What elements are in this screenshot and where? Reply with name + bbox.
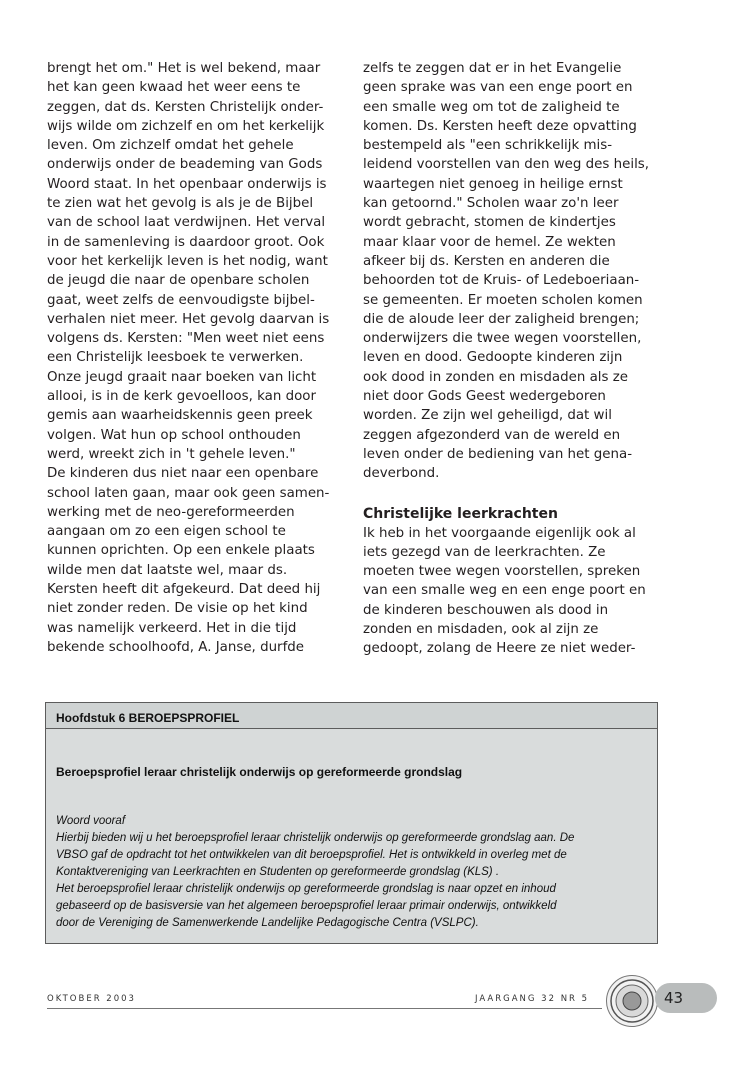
text-line: te zien wat het gevolg is als je de Bijbel <box>47 196 314 212</box>
text-line: zelfs te zeggen dat er in het Evangelie <box>363 61 622 76</box>
text-line: wilde men dat laatste wel, maar ds. <box>47 562 288 578</box>
text-line: van een smalle weg en een enge poort en <box>363 583 646 599</box>
text-line: school laten gaan, maar ook geen samen- <box>47 485 330 501</box>
box-subtitle: Beroepsprofiel leraar christelijk onderwijs op gereformeerde grondslag <box>56 765 463 779</box>
text-line: de jeugd die naar de openbare scholen <box>47 273 310 289</box>
text-line: komen. Ds. Kersten heeft deze opvatting <box>363 118 637 134</box>
text-line: onderwijzers die twee wegen voorstellen, <box>363 331 642 347</box>
text-line: Kontaktvereniging van Leerkrachten en Studenten op gereformeerde grondslag (KLS) . <box>56 866 500 878</box>
text-line: VBSO gaf de opdracht tot het ontwikkelen van dit beroepsprofiel. Het is ontwikkeld in overleg met de <box>56 849 567 861</box>
text-line: wordt gebracht, stomen de kindertjes <box>363 215 616 231</box>
section-heading: Christelijke leerkrachten <box>363 505 558 522</box>
text-line: door de Vereniging de Samenwerkende Landelijke Pedagogische Centra (VSLPC). <box>56 917 479 929</box>
page-number: 43 <box>664 989 684 1007</box>
text-line: ook dood in zonden en misdaden als ze <box>363 369 629 385</box>
text-line: waartegen niet genoeg in heilige ernst <box>363 176 623 192</box>
text-line: wijs wilde om zichzelf en om het kerkelijk <box>47 118 325 134</box>
text-line: kan getoornd." Scholen waar zo'n leer <box>363 196 619 212</box>
text-line: moeten twee wegen voorstellen, spreken <box>363 564 641 580</box>
right-text-column <box>363 59 681 659</box>
text-line: behoorden tot de Kruis- of Ledeboeriaan- <box>363 273 640 289</box>
box-header: Hoofdstuk 6 BEROEPSPROFIEL <box>46 703 657 729</box>
text-line: verhalen niet meer. Het gevolg daarvan is <box>47 311 330 327</box>
text-line: werd, wreekt zich in 't gehele leven." <box>47 446 296 462</box>
text-line: niet zonder reden. De visie op het kind <box>47 601 308 617</box>
text-line: die de aloude leer der zaligheid brengen; <box>363 311 640 327</box>
text-line: bestempeld als "een schrikkelijk mis- <box>363 138 613 154</box>
text-line: gaat, weet zelfs de eenvoudigste bijbel- <box>47 292 315 308</box>
text-line: Onze jeugd graait naar boeken van licht <box>47 369 317 385</box>
text-line: volgens ds. Kersten: "Men weet niet eens <box>47 331 325 347</box>
text-line: geen sprake was van een enge poort en <box>363 80 633 96</box>
text-line: gebaseerd op de basisversie van het algemeen beroepsprofiel leraar primair onderwijs, ontwikkeld <box>56 900 557 912</box>
text-line: gemis aan waarheidskennis geen preek <box>47 408 313 424</box>
text-line: van de school laat verdwijnen. Het verval <box>47 215 326 231</box>
text-line: bekende schoolhoofd, A. Janse, durfde <box>47 639 305 655</box>
text-line: Hierbij bieden wij u het beroepsprofiel leraar christelijk onderwijs op gereformeerde grondslag aan. De <box>56 832 575 844</box>
text-line: gedoopt, zolang de Heere ze niet weder- <box>363 641 636 657</box>
text-line: voor het kerkelijk leven is het nodig, want <box>47 253 328 269</box>
box-intro-label: Woord vooraf <box>56 815 126 827</box>
text-line: Het beroepsprofiel leraar christelijk onderwijs op gereformeerde grondslag is naar opzet en inhoud <box>56 883 556 895</box>
text-line: De kinderen dus niet naar een openbare <box>47 466 319 482</box>
text-line: in de samenleving is daardoor groot. Ook <box>47 234 325 250</box>
footer-date: OKTOBER 2003 <box>47 994 136 1004</box>
text-line: zonden en misdaden, ook al zijn ze <box>363 622 599 638</box>
text-line: de kinderen beschouwen als dood in <box>363 602 609 618</box>
text-line: afkeer bij ds. Kersten en anderen die <box>363 253 610 269</box>
text-line: Kersten heeft dit afgekeurd. Dat deed hij <box>47 582 321 598</box>
text-line: een smalle weg om tot de zaligheid te <box>363 99 620 115</box>
text-line: niet door Gods Geest wedergeboren <box>363 389 606 405</box>
text-line: allooi, is in de kerk gevoelloos, kan door <box>47 389 316 405</box>
text-line: Woord staat. In het openbaar onderwijs is <box>47 176 327 192</box>
footer-volume: JAARGANG 32 NR 5 <box>475 994 590 1004</box>
profile-box <box>45 702 658 944</box>
left-text-column <box>47 59 345 657</box>
text-line: kunnen oprichten. Op een enkele plaats <box>47 543 315 559</box>
footer-rule <box>47 1008 602 1009</box>
text-line: werking met de neo-gereformeerden <box>47 504 295 520</box>
text-line: iets gezegd van de leerkrachten. Ze <box>363 544 606 560</box>
text-line: aangaan om zo een eigen school te <box>47 524 286 540</box>
text-line: Ik heb in het voorgaande eigenlijk ook al <box>363 525 636 541</box>
text-line: leidend voorstellen van den weg des heils, <box>363 157 650 173</box>
text-line: volgen. Wat hun op school onthouden <box>47 427 301 443</box>
text-line: zeggen afgezonderd van de wereld en <box>363 427 621 443</box>
text-line: leven. Om zichzelf omdat het gehele <box>47 138 294 154</box>
text-line: een Christelijk leesboek te verwerken. <box>47 350 304 366</box>
text-line: deverbond. <box>363 466 440 482</box>
text-line: was namelijk verkeerd. Het in die tijd <box>47 620 297 636</box>
text-line: het kan geen kwaad het weer eens te <box>47 80 301 96</box>
text-line: onderwijs onder de beademing van Gods <box>47 157 323 173</box>
seal-logo <box>606 975 658 1027</box>
text-line: maar klaar voor de hemel. Ze wekten <box>363 234 616 250</box>
text-line: se gemeenten. Er moeten scholen komen <box>363 292 643 308</box>
text-line: leven onder de bediening van het gena- <box>363 446 633 462</box>
text-line: worden. Ze zijn wel geheiligd, dat wil <box>363 408 612 424</box>
text-line: zeggen, dat ds. Kersten Christelijk onder- <box>47 99 324 115</box>
text-line: brengt het om." Het is wel bekend, maar <box>47 61 321 76</box>
text-line: leven en dood. Gedoopte kinderen zijn <box>363 350 623 366</box>
box-body <box>56 813 648 932</box>
